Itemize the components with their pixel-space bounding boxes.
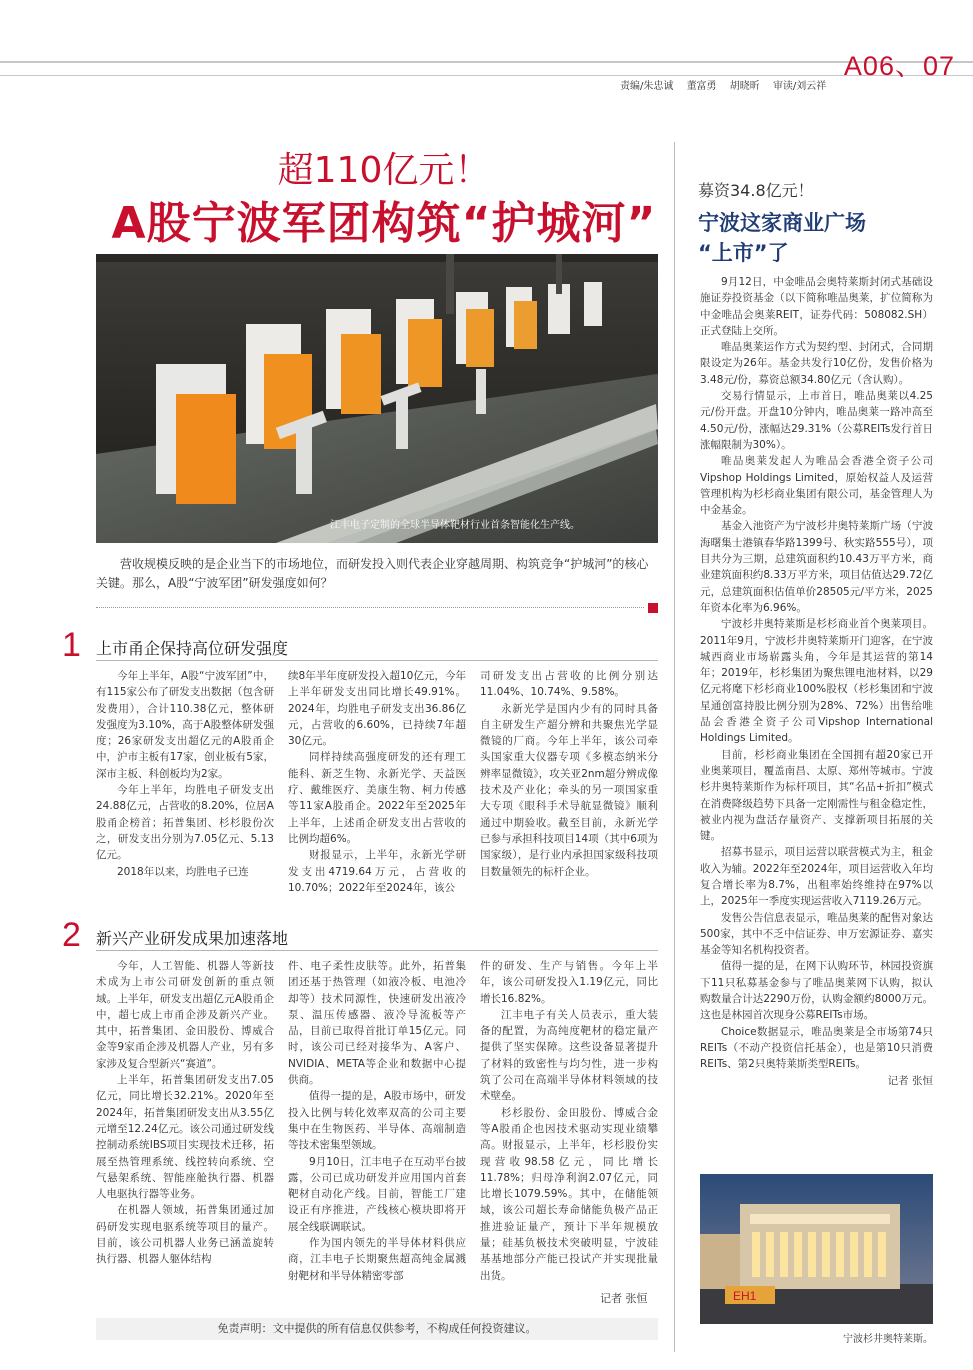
paragraph: 唯品奥莱发起人为唯品会香港全资子公司Vipshop Holdings Limited，原始权益人及运营管理机构为杉杉商业集团有限公司，基金管理人为中金基金。 — [700, 455, 933, 517]
photo-caption: 江丰电子定制的全球半导体靶材行业首条智能化生产线。 — [330, 520, 580, 531]
section1-col2 — [288, 668, 466, 896]
paragraph: 今年，人工智能、机器人等新技术成为上市公司研发创新的重点领域。上半年，研发支出超亿元A股甬企中，超七成上市甬企涉及新兴产业。其中，拓普集团、金田股份、博威合金等9家甬企涉及机器人产业，另有多家涉及复合型新兴“赛道”。 — [96, 960, 274, 1070]
factory-illustration — [96, 254, 658, 543]
paragraph: 财报显示，上半年，永新光学研发支出4719.64万元，占营收的10.70%；2022年至2024年，该公 — [288, 849, 466, 894]
sidebar-title-line: “上市”了 — [698, 241, 789, 265]
headline-top: 超110亿元！ — [277, 150, 491, 191]
paragraph: 目前，杉杉商业集团在全国拥有超20家已开业奥莱项目，覆盖南昌、太原、郑州等城市。宁波杉井奥特莱斯作为标杆项目，其“名品+折扣”模式在消费降级趋势下具备一定刚需性与租金稳定性，被业内视为盘活存量资产、支撑新项目拓展的关键。 — [700, 748, 933, 843]
red-square-marker — [648, 603, 658, 613]
paragraph: 今年上半年，均胜电子研发支出24.88亿元，占营收的8.20%，位居A股甬企榜首；拓普集团、杉杉股份次之，研发支出分别为7.05亿元、5.13亿元。 — [96, 784, 274, 862]
credit-proof: 审读/刘云祥 — [772, 81, 827, 92]
section2-col2 — [288, 958, 466, 1284]
paragraph: 件、电子柔性皮肤等。此外，拓普集团还基于热管理（如液冷板、电池冷却等）技术同源性，快速研发出液冷泵、温压传感器、液冷导流板等产品，目前已取得首批订单15亿元。同时，该公司已经对接华为、A客户、NVIDIA、META等企业和数据中心提供商。 — [288, 960, 466, 1087]
paragraph: 江丰电子有关人员表示，重大装备的配置，为高纯度靶材的稳定量产提供了坚实保障。这些设备显著提升了材料的致密性与均匀性，进一步构筑了公司在高端半导体材料领域的技术壁垒。 — [480, 1008, 658, 1103]
outlet-photo-caption: 宁波杉井奥特莱斯。 — [843, 1334, 933, 1345]
section-rule — [96, 950, 658, 951]
paragraph: 件的研发、生产与销售。今年上半年，该公司研发投入1.19亿元，同比增长16.82%。 — [480, 960, 658, 1005]
credit-2: 董富勇 — [686, 81, 717, 92]
section2-col1 — [96, 958, 274, 1268]
paragraph: 值得一提的是，在网下认购环节，林园投资旗下11只私募基金参与了唯品奥莱网下认购，拟认购数量合计达2290万份，认购金额约8000万元。这也是林园首次现身公募REITs市场。 — [700, 960, 933, 1022]
paragraph: 作为国内领先的半导体材料供应商，江丰电子长期聚焦超高纯金属溅射靶材和半导体精密零部 — [288, 1237, 466, 1282]
credit-3: 胡晓昕 — [729, 81, 760, 92]
factory-photo — [96, 254, 658, 543]
paragraph: 值得一提的是，A股市场中，研发投入比例与转化效率双高的公司主要集中在生物医药、半导体、高端制造等技术密集型领域。 — [288, 1090, 466, 1152]
dotted-divider — [96, 607, 644, 608]
paragraph: 宁波杉井奥特莱斯是杉杉商业首个奥莱项目。2011年9月，宁波杉井奥特莱斯开门迎客，在宁波城西商业市场崭露头角，今年是其运营的第14年；2019年，杉杉集团为聚焦锂电池材料，以29亿元将麾下杉杉商业100%股权（杉杉集团和宁波星通创富持股比例分别为28%、72%）出售给唯品会香港全资子公司Vipshop International Holdings Limited。 — [700, 618, 933, 745]
credit-editor: 责编/朱忠诚 — [620, 81, 674, 92]
paragraph: 2018年以来，均胜电子已连 — [117, 865, 249, 878]
paragraph: 唯品奥莱运作方式为契约型、封闭式，合同期限设定为26年。基金共发行10亿份，发售价格为3.48元/份，募资总额34.80亿元（含认购）。 — [700, 341, 933, 386]
paragraph: 司研发支出占营收的比例分别达11.04%、10.74%、9.58%。 — [480, 670, 658, 699]
section2-col3 — [480, 958, 658, 1284]
outlet-photo — [700, 1174, 933, 1324]
section1-col1 — [96, 668, 274, 880]
paragraph: 同样持续高强度研发的还有理工能科、新芝生物、永新光学、天益医疗、戴维医疗、美康生物、柯力传感等11家A股甬企。2022年至2025年上半年，上述甬企研发支出占营收的比例均超6%。 — [288, 751, 466, 845]
section-number: 1 — [62, 626, 81, 664]
disclaimer: 免责声明：文中提供的所有信息仅供参考，不构成任何投资建议。 — [96, 1318, 658, 1340]
paragraph: 今年上半年，A股“宁波军团”中，有115家公布了研发支出数据（包含研发费用），合计110.38亿元，整体研发强度为3.10%，高于A股整体研发强度；26家研发支出超亿元的A股甬企中，沪市主板有17家，创业板有5家，深市主板、科创板均为2家。 — [96, 670, 274, 780]
paragraph: 发售公告信息表显示，唯品奥莱的配售对象达500家，其中不乏中信证券、申万宏源证券、嘉实基金等知名机构投资者。 — [700, 911, 933, 957]
paragraph: 上半年，拓普集团研发支出7.05亿元，同比增长32.21%。2020年至2024年，拓普集团研发支出从3.55亿元增至12.24亿元。该公司通过研发线控制动系统IBS项目实现技术迁移，拓展至热管理系统、线控转向系统、空气悬架系统、智能座舱执行器、机器人电驱执行器等业务。 — [96, 1074, 274, 1201]
header-rule-secondary — [0, 75, 973, 76]
sidebar-pretitle: 募资34.8亿元！ — [698, 181, 814, 200]
section-title: 上市甬企保持高位研发强度 — [96, 639, 289, 658]
sidebar-title — [698, 208, 866, 268]
section1-col3 — [480, 668, 658, 880]
section-rule — [96, 660, 658, 661]
sidebar-byline: 记者 张恒 — [887, 1074, 933, 1087]
page-number: A06、07 — [843, 51, 955, 81]
sign-text: EH1 — [733, 1289, 757, 1303]
paragraph: 交易行情显示，上市首日，唯品奥莱以4.25元/份开盘。开盘10分钟内，唯品奥莱一路冲高至4.50元/份，涨幅达29.31%（公募REITs发行首日涨幅限制为30%）。 — [700, 390, 933, 451]
section-title: 新兴产业研发成果加速落地 — [96, 929, 289, 948]
paragraph: 续8年半年度研发投入超10亿元，今年上半年研发支出同比增长49.91%。2024年，均胜电子研发支出36.86亿元，占营收的6.60%，已持续7年超30亿元。 — [288, 670, 466, 748]
paragraph: 基金入池资产为宁波杉井奥特莱斯广场（宁波海曙集士港镇春华路1399号、秋实路555号），项目共分为三期，总建筑面积约10.43万平方米，商业建筑面积约8.33万平方米，项目估值达29.72亿元，总建筑面积估值单价28505元/平方米，2025年资本化率为6.96%。 — [700, 520, 933, 614]
byline: 记者 张恒 — [600, 1292, 648, 1305]
headline-main: A股宁波军团构筑“护城河” — [111, 198, 657, 249]
lead-paragraph: 营收规模反映的是企业当下的市场地位，而研发投入则代表企业穿越周期、构筑竞争“护城河”的核心关键。那么，A股“宁波军团”研发强度如何？ — [96, 557, 649, 590]
paragraph: 在机器人领域，拓普集团通过加码研发实现电驱系统等项目的量产。目前，该公司机器人业务已涵盖旋转执行器、机器人躯体结构 — [96, 1204, 274, 1266]
paragraph: 9月10日，江丰电子在互动平台披露，公司已成功研发并应用国内首套靶材自动化产线。目前，智能工厂建设正有序推进，产线核心模块即将开展全线联调联试。 — [288, 1155, 466, 1233]
column-divider — [674, 142, 675, 1352]
outlet-illustration — [700, 1174, 933, 1324]
editor-credits — [620, 77, 836, 92]
paragraph: 招募书显示，项目运营以联营模式为主，租金收入为辅。2022年至2024年，项目运营收入年均复合增长率为8.7%，出租率始终维持在97%以上，2025年一季度实现运营收入7119.26万元。 — [700, 846, 933, 908]
paragraph: 永新光学是国内少有的同时具备自主研发生产超分辨和共聚焦光学显微镜的厂商。今年上半年，该公司牵头国家重大仪器专项《多模态纳米分辨率显微镜》，攻关亚2nm超分辨成像技术及产业化；牵头的另一项国家重大专项《眼科手术导航显微镜》顺利通过中期验收。截至目前，永新光学已参与承担科技项目14项（其中6项为国家级），是行业内承担国家级科技项目数量领先的标杆企业。 — [480, 702, 658, 878]
section-number: 2 — [62, 916, 81, 954]
sidebar-title-line: 宁波这家商业广场 — [698, 211, 866, 235]
paragraph: Choice数据显示，唯品奥莱是全市场第74只REITs（不动产投资信托基金），也是第10只消费REITs、第2只奥特莱斯类型REITs。 — [700, 1025, 933, 1071]
paragraph: 9月12日，中金唯品会奥特莱斯封闭式基础设施证券投资基金（以下简称唯品奥莱，扩位简称为中金唯品会奥莱REIT，证券代码：508082.SH）正式登陆上交所。 — [700, 276, 933, 337]
sidebar-body — [700, 274, 933, 1089]
paragraph: 杉杉股份、金田股份、博威合金等A股甬企也因技术驱动实现业绩攀高。财报显示，上半年，杉杉股份实现营收98.58亿元，同比增长11.78%；归母净利润2.07亿元，同比增长1079.59%。其中，在储能领域，该公司超长寿命储能负极产品正推进验证量产，预计下半年规模放量；硅基负极技术突破明显，宁波硅基基地部分产能已投试产并实现批量出货。 — [480, 1106, 658, 1282]
header-rule — [0, 61, 973, 63]
